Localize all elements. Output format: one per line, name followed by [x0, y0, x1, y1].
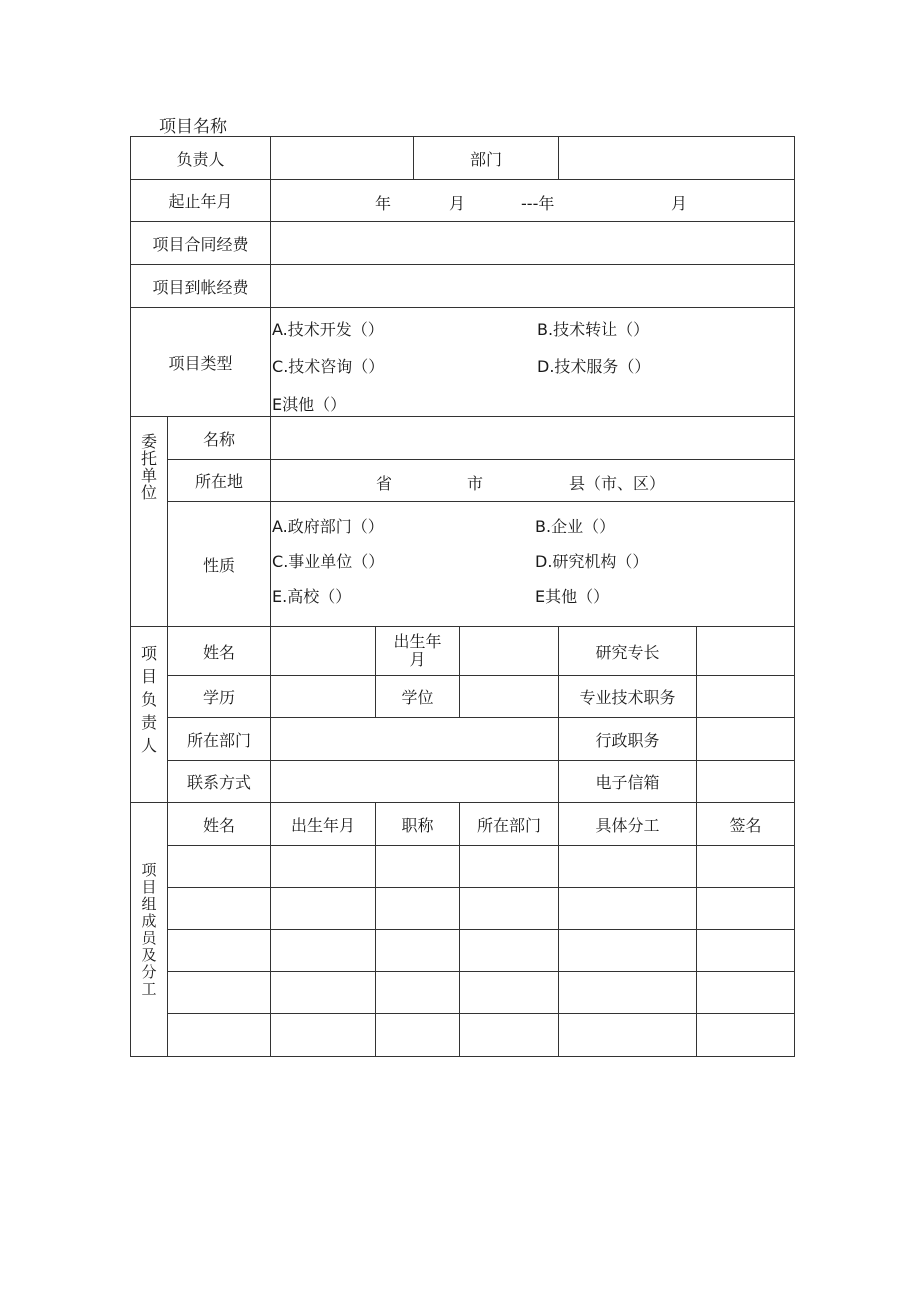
client-nature-options — [271, 502, 795, 627]
leader-admin-label: 行政职务 — [559, 718, 697, 761]
members-section-label — [131, 803, 168, 1057]
period-month2: 月 — [671, 194, 688, 213]
leader-contact-field[interactable] — [271, 761, 559, 803]
dept-label: 部门 — [414, 137, 559, 180]
period-year1: 年 — [375, 194, 392, 213]
project-type-options — [271, 308, 795, 417]
period-field[interactable] — [271, 180, 795, 222]
project-name-label: 项目名称 — [159, 117, 227, 137]
leader-birth-text: 出生年月 — [393, 632, 442, 669]
member-cell[interactable] — [697, 888, 795, 930]
member-cell[interactable] — [376, 846, 460, 888]
member-cell[interactable] — [460, 846, 559, 888]
leader-birth-field[interactable] — [460, 627, 559, 676]
contract-fund-label: 项目合同经费 — [131, 222, 271, 265]
type-option-e[interactable]: E淇他（） — [272, 395, 347, 414]
member-cell[interactable] — [376, 972, 460, 1014]
members-header-dept: 所在部门 — [460, 803, 559, 846]
member-cell[interactable] — [168, 846, 271, 888]
leader-field[interactable] — [271, 137, 414, 180]
members-header-title: 职称 — [376, 803, 460, 846]
leader-degree-label: 学位 — [376, 676, 460, 718]
table-row — [131, 1014, 795, 1057]
leader-contact-label: 联系方式 — [168, 761, 271, 803]
leader-education-field[interactable] — [271, 676, 376, 718]
nature-option-f[interactable]: E其他（） — [535, 587, 610, 606]
client-section-label — [131, 417, 168, 627]
client-location-field[interactable] — [271, 460, 795, 502]
leader-specialty-label: 研究专长 — [559, 627, 697, 676]
leader-name-field[interactable] — [271, 627, 376, 676]
member-cell[interactable] — [168, 1014, 271, 1057]
nature-option-a[interactable]: A.政府部门（） — [272, 517, 384, 536]
client-section-text: 委托单位 — [141, 431, 158, 502]
period-label: 起止年月 — [131, 180, 271, 222]
project-form-table — [130, 136, 795, 1057]
contract-fund-field[interactable] — [271, 222, 795, 265]
member-cell[interactable] — [559, 1014, 697, 1057]
member-cell[interactable] — [460, 930, 559, 972]
member-cell[interactable] — [271, 1014, 376, 1057]
leader-dept-label: 所在部门 — [168, 718, 271, 761]
leader-section-label — [131, 627, 168, 803]
table-row — [131, 930, 795, 972]
received-fund-field[interactable] — [271, 265, 795, 308]
leader-dept-field[interactable] — [271, 718, 559, 761]
leader-admin-field[interactable] — [697, 718, 795, 761]
table-row — [131, 888, 795, 930]
member-cell[interactable] — [460, 972, 559, 1014]
project-type-label: 项目类型 — [131, 308, 271, 417]
leader-birth-label — [376, 627, 460, 676]
location-city: 市 — [467, 474, 484, 493]
leader-specialty-field[interactable] — [697, 627, 795, 676]
member-cell[interactable] — [559, 930, 697, 972]
member-cell[interactable] — [559, 846, 697, 888]
dept-field[interactable] — [559, 137, 795, 180]
member-cell[interactable] — [697, 846, 795, 888]
member-cell[interactable] — [271, 846, 376, 888]
members-header-birth: 出生年月 — [271, 803, 376, 846]
location-province: 省 — [376, 474, 393, 493]
leader-education-label: 学历 — [168, 676, 271, 718]
members-header-sign: 签名 — [697, 803, 795, 846]
member-cell[interactable] — [271, 930, 376, 972]
leader-email-field[interactable] — [697, 761, 795, 803]
type-option-d[interactable]: D.技术服务（） — [537, 357, 651, 376]
client-name-field[interactable] — [271, 417, 795, 460]
member-cell[interactable] — [697, 972, 795, 1014]
members-header-duty: 具体分工 — [559, 803, 697, 846]
leader-name-label: 姓名 — [168, 627, 271, 676]
leader-title-field[interactable] — [697, 676, 795, 718]
nature-option-c[interactable]: C.事业单位（） — [272, 552, 385, 571]
nature-option-b[interactable]: B.企业（） — [535, 517, 616, 536]
type-option-c[interactable]: C.技术咨询（） — [272, 357, 385, 376]
member-cell[interactable] — [168, 888, 271, 930]
member-cell[interactable] — [168, 930, 271, 972]
members-section-text: 项目组成员及分工 — [141, 860, 157, 998]
leader-email-label: 电子信箱 — [559, 761, 697, 803]
member-cell[interactable] — [376, 888, 460, 930]
nature-option-e[interactable]: E.高校（） — [272, 587, 352, 606]
leader-section-text: 项目负责人 — [141, 644, 158, 755]
member-cell[interactable] — [460, 1014, 559, 1057]
period-month1: 月 — [449, 194, 466, 213]
member-cell[interactable] — [559, 888, 697, 930]
member-cell[interactable] — [559, 972, 697, 1014]
type-option-a[interactable]: A.技术开发（） — [272, 320, 384, 339]
received-fund-label: 项目到帐经费 — [131, 265, 271, 308]
leader-title-label: 专业技术职务 — [559, 676, 697, 718]
client-location-label: 所在地 — [168, 460, 271, 502]
client-nature-label: 性质 — [168, 502, 271, 627]
member-cell[interactable] — [271, 972, 376, 1014]
table-row — [131, 846, 795, 888]
leader-degree-field[interactable] — [460, 676, 559, 718]
member-cell[interactable] — [376, 930, 460, 972]
client-name-label: 名称 — [168, 417, 271, 460]
member-cell[interactable] — [697, 1014, 795, 1057]
member-cell[interactable] — [271, 888, 376, 930]
member-cell[interactable] — [460, 888, 559, 930]
table-row — [131, 972, 795, 1014]
type-option-b[interactable]: B.技术转让（） — [537, 320, 650, 339]
members-header-name: 姓名 — [168, 803, 271, 846]
member-cell[interactable] — [697, 930, 795, 972]
location-county: 县（市、区） — [569, 474, 666, 493]
period-separator: ---年 — [521, 194, 555, 213]
member-cell[interactable] — [168, 972, 271, 1014]
leader-label: 负责人 — [131, 137, 271, 180]
member-cell[interactable] — [376, 1014, 460, 1057]
nature-option-d[interactable]: D.研究机构（） — [535, 552, 649, 571]
